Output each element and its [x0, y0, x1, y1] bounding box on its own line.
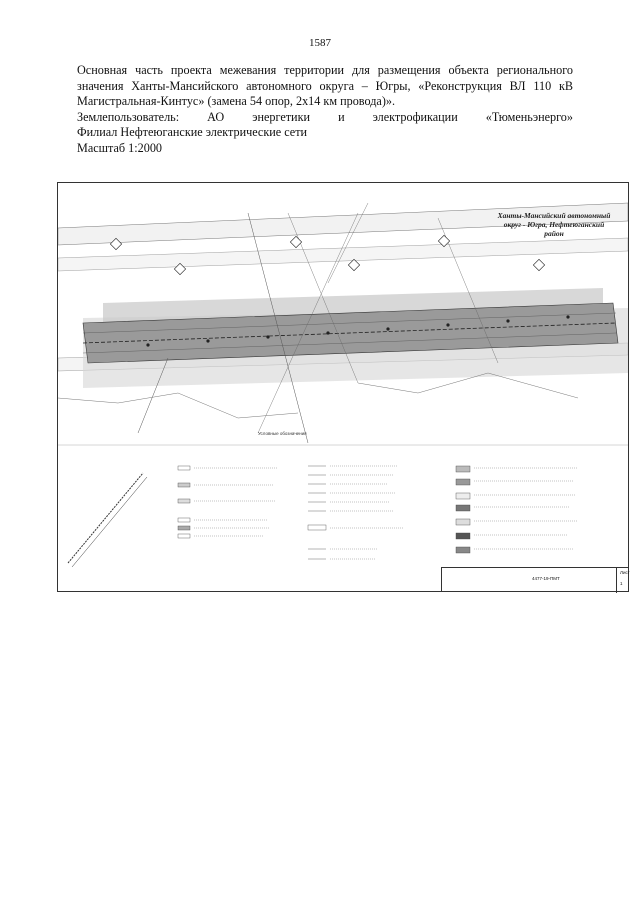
- title-block: [441, 567, 629, 592]
- heading-line-1: Основная часть проекта межевания территории для размещения объекта регионального: [77, 63, 573, 77]
- heading-line-3: Магистральная-Кинтус» (замена 54 опор, 2х14 км провода)».: [77, 94, 396, 109]
- page-number: 1587: [309, 37, 331, 49]
- sheet-label: Лист: [620, 570, 630, 575]
- branch-line: Филиал Нефтеюганские электрические сети: [77, 125, 308, 140]
- scale-line: Масштаб 1:2000: [77, 140, 163, 155]
- document-heading: [77, 63, 573, 157]
- landuser-line: Землепользователь: АО энергетики и электрофикации «Тюменьэнерго»: [77, 109, 573, 124]
- survey-map: [57, 182, 629, 592]
- legend-title: Условные обозначения: [258, 431, 307, 436]
- sheet-number: 1: [620, 581, 623, 586]
- map-drawing: [58, 183, 628, 591]
- stamp-code: 4477-19-ПМТ: [532, 576, 560, 581]
- heading-line-2: значения Ханты-Мансийского автономного округа – Югры, «Реконструкция ВЛ 110 кВ: [77, 78, 573, 93]
- sheet-box: [616, 568, 628, 593]
- region-label: Ханты-Мансийский автономный округ - Югра, Нефтеюганский район: [497, 211, 611, 238]
